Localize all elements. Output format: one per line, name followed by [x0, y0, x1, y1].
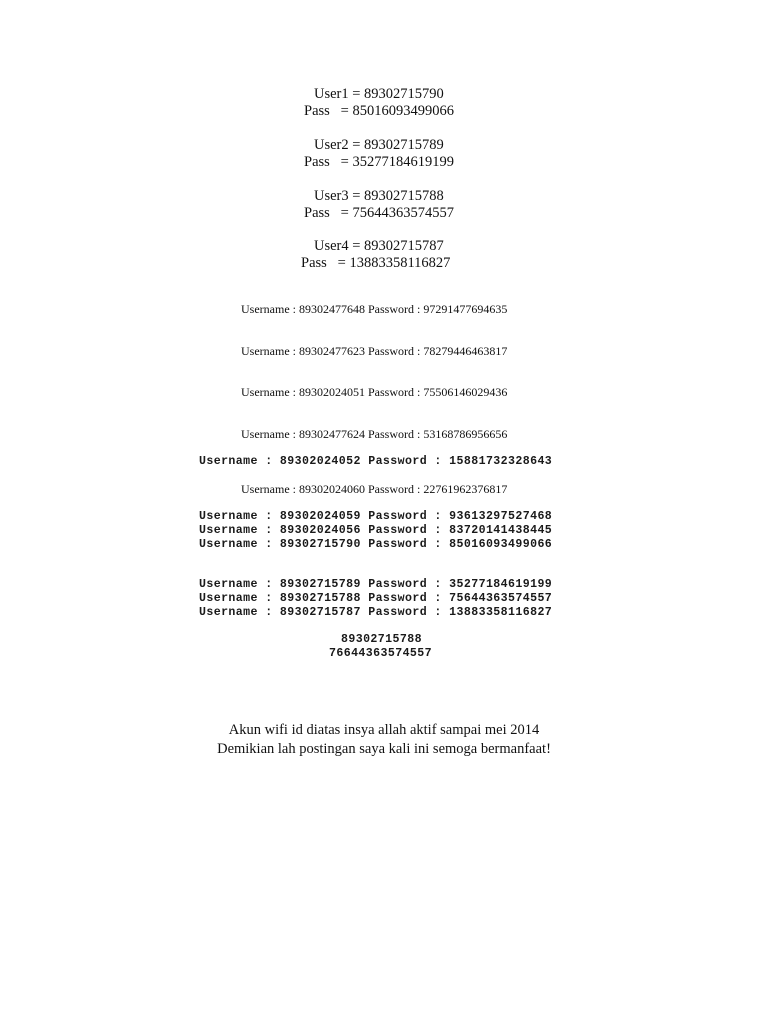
user4-line: User4 = 89302715787 — [314, 238, 444, 254]
mono-block2-line-1: Username : 89302715789 Password : 35277184619199 — [199, 578, 553, 591]
mono-block1-line-1: Username : 89302024059 Password : 93613297527468 — [199, 510, 553, 523]
pass3-line: Pass = 75644363574557 — [304, 205, 454, 221]
user2-line: User2 = 89302715789 — [314, 137, 444, 153]
mono-block2-line-2: Username : 89302715788 Password : 75644363574557 — [199, 592, 553, 605]
account-line-4: Username : 89302477624 Password : 53168786956656 — [241, 427, 508, 441]
footer-line-1: Akun wifi id diatas insya allah aktif sampai mei 2014 — [228, 722, 540, 738]
footer-line-2: Demikian lah postingan saya kali ini semoga bermanfaat! — [217, 741, 551, 757]
mono-block2-line-3: Username : 89302715787 Password : 13883358116827 — [199, 606, 553, 619]
account-line-3: Username : 89302024051 Password : 75506146029436 — [241, 385, 508, 399]
mono-center-username: 89302715788 — [341, 633, 422, 646]
pass4-line: Pass = 13883358116827 — [301, 255, 451, 271]
mono-center-password: 76644363574557 — [329, 647, 433, 660]
account-line-1: Username : 89302477648 Password : 97291477694635 — [241, 302, 508, 316]
pass1-line: Pass = 85016093499066 — [304, 103, 454, 119]
account-line-5: Username : 89302024060 Password : 22761962376817 — [241, 482, 508, 496]
pass2-line: Pass = 35277184619199 — [304, 154, 454, 170]
mono-block1-line-2: Username : 89302024056 Password : 83720141438445 — [199, 524, 553, 537]
mono-block1-line-3: Username : 89302715790 Password : 85016093499066 — [199, 538, 553, 551]
account-line-2: Username : 89302477623 Password : 78279446463817 — [241, 344, 508, 358]
user1-line: User1 = 89302715790 — [314, 86, 444, 102]
user3-line: User3 = 89302715788 — [314, 188, 444, 204]
mono-account-line-1: Username : 89302024052 Password : 15881732328643 — [199, 455, 553, 468]
